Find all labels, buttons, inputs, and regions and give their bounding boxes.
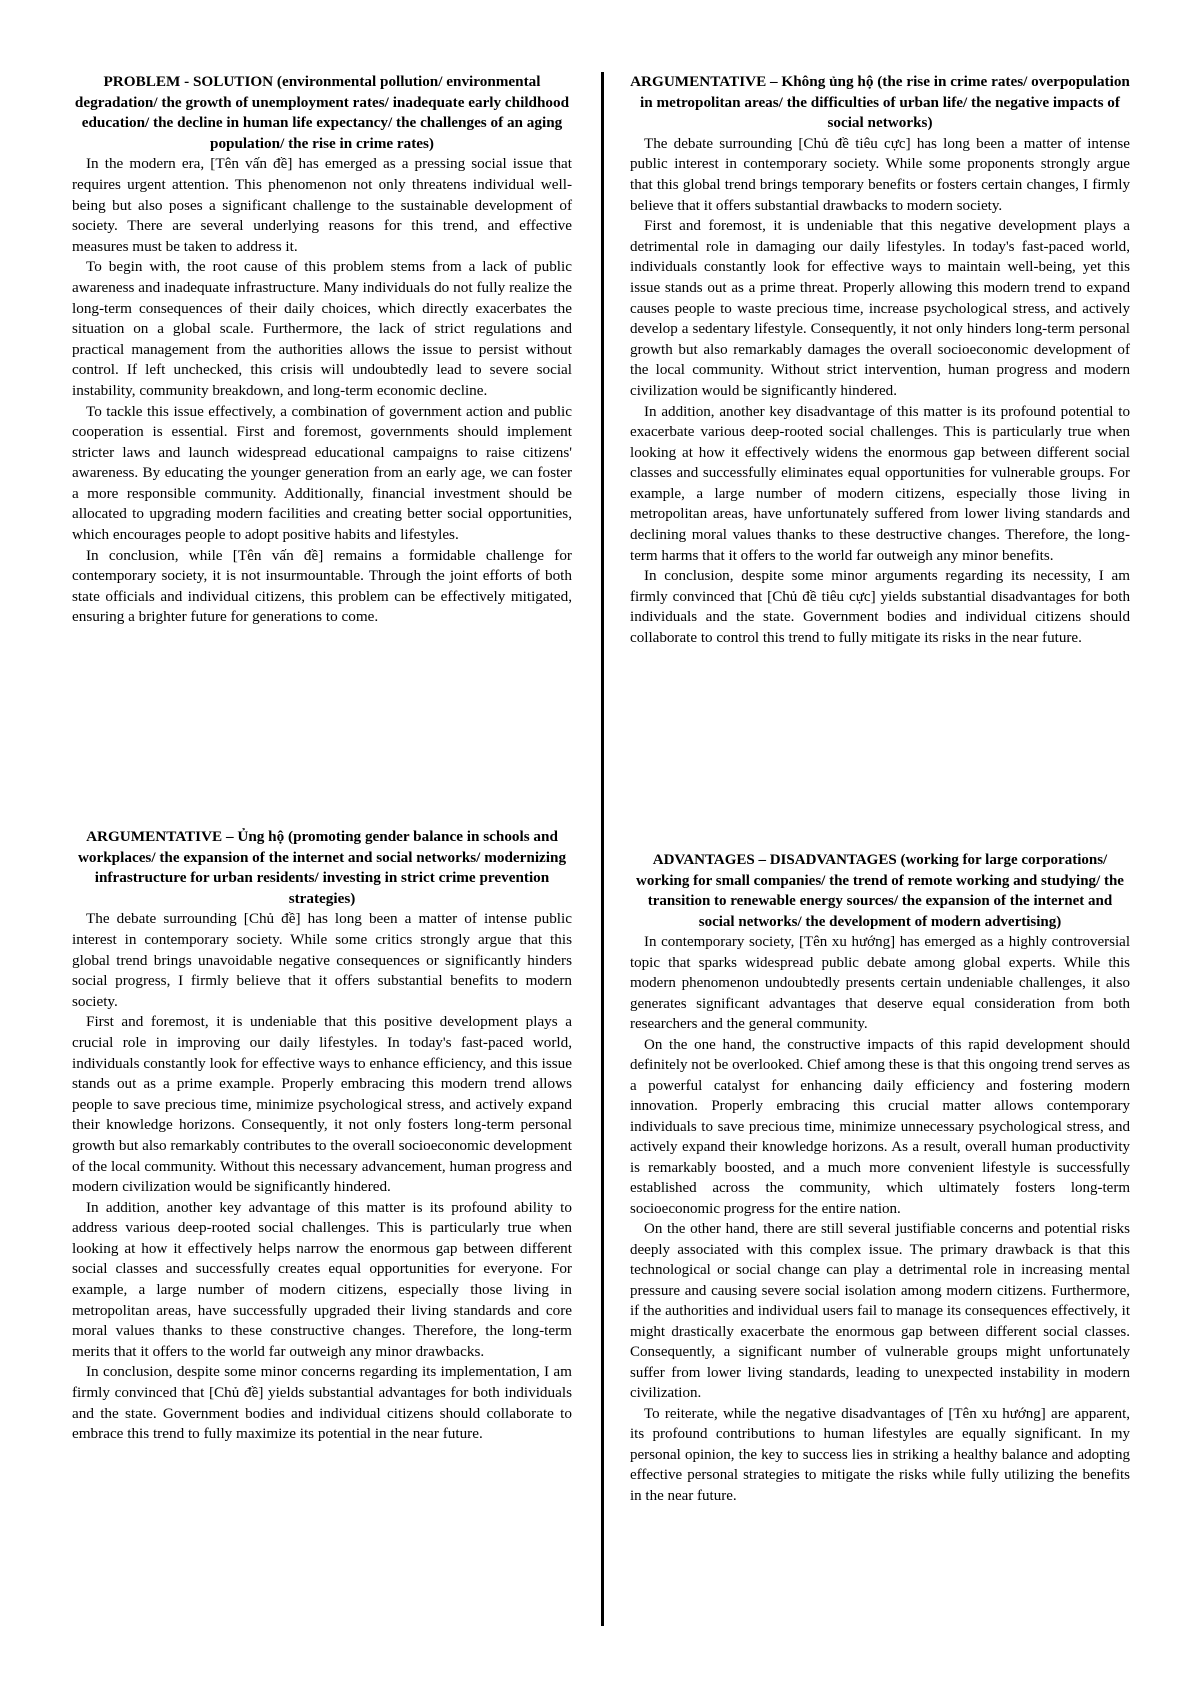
paragraph: On the other hand, there are still several justifiable concerns and potential risks deeply associated with this complex issue. The primary drawback is that this technological or social change can play a detrimental role in increasing mental pressure and causing severe social isolation among modern citizens. Furthermore, if the authorities and individual users fail to manage its consequences effectively, it might drastically exacerbate the enormous gap between different social classes. Consequently, a significant number of vulnerable groups might unfortunately suffer from lower living standards, leading to unexpected instability in modern civilization. (630, 1221, 1130, 1401)
problem-solution-section (72, 72, 572, 628)
paragraph: In conclusion, while [Tên vấn đề] remains a formidable challenge for contemporary society, it is not insurmountable. Through the joint efforts of both state officials and individual citizens, this problem can be effectively mitigated, ensuring a brighter future for generations to come. (72, 546, 572, 626)
paragraph: The debate surrounding [Chủ đề tiêu cực] has long been a matter of intense public interest in contemporary society. While some proponents strongly argue that this global trend brings temporary benefits or fosters certain changes, I firmly believe that it offers substantial drawbacks to modern society. (630, 135, 1130, 214)
argumentative-oppose-section (630, 72, 1130, 649)
paragraph: To begin with, the root cause of this problem stems from a lack of public awareness and inadequate infrastructure. Many individuals do not fully realize the long-term consequences of their daily choices, which directly exacerbates the situation on a global scale. Furthermore, the lack of strict regulations and practical management from the authorities allows the issue to persist without control. If left unchecked, this crisis will undoubtedly lead to severe social instability, community breakdown, and long-term economic decline. (72, 258, 572, 399)
column-divider (601, 72, 604, 1626)
advantages-disadvantages-section (630, 850, 1130, 1506)
paragraph: To tackle this issue effectively, a combination of government action and public cooperation is essential. First and foremost, governments should implement stricter laws and launch widespread educational campaigns to raise citizens' awareness. By educating the younger generation from an early age, we can foster a more responsible community. Additionally, financial investment should be allocated to upgrading modern facilities and creating better social opportunities, which encourages people to adopt positive habits and lifestyles. (72, 402, 572, 544)
paragraph: In conclusion, despite some minor concerns regarding its implementation, I am firmly convinced that [Chủ đề] yields substantial advantages for both individuals and the state. Government bodies and individual citizens should collaborate to embrace this trend to fully maximize its potential in the near future. (72, 1363, 572, 1443)
paragraph: In addition, another key advantage of this matter is its profound ability to address various deep-rooted social challenges. This is particularly true when looking at how it effectively helps narrow the enormous gap between different social classes and successfully creates equal opportunities for everyone. For example, a large number of modern citizens, especially those living in metropolitan areas, have successfully upgraded their living standards and core moral values thanks to these constructive changes. Therefore, the long-term merits that it offers to the world far outweigh any minor drawbacks. (72, 1198, 572, 1360)
paragraph: To reiterate, while the negative disadvantages of [Tên xu hướng] are apparent, its profound contributions to human lifestyles are equally significant. In my personal opinion, the key to success lies in striking a healthy balance and adopting effective personal strategies to mitigate the risks while fully utilizing the benefits in the near future. (630, 1405, 1130, 1504)
paragraph: In contemporary society, [Tên xu hướng] has emerged as a highly controversial topic that sparks widespread public debate among global experts. While this modern phenomenon undoubtedly presents certain undeniable challenges, it also generates significant advantages that deserve equal consideration from both researchers and the general community. (630, 934, 1130, 1032)
paragraph: First and foremost, it is undeniable that this positive development plays a crucial role in improving our daily lifestyles. In today's fast-paced world, individuals constantly look for effective ways to enhance efficiency, and this issue stands out as a prime example. Properly embracing this modern trend allows people to save precious time, minimize psychological stress, and actively expand their knowledge horizons. Consequently, it not only fosters long-term personal growth but also remarkably contributes to the overall socioeconomic development of the local community. Without this necessary advancement, human progress and modern civilization would be significantly hindered. (72, 1013, 572, 1196)
section-heading: ARGUMENTATIVE – Không ủng hộ (the rise in crime rates/ overpopulation in metropolitan areas/ the difficulties of urban life/ the negative impacts of social networks) (630, 73, 1130, 132)
section-heading: PROBLEM - SOLUTION (environmental pollution/ environmental degradation/ the growth of unemployment rates/ inadequate early childhood education/ the decline in human life expectancy/ the challenges of an aging population/ the rise in crime rates) (74, 73, 570, 152)
paragraph: In conclusion, despite some minor arguments regarding its necessity, I am firmly convinced that [Chủ đề tiêu cực] yields substantial disadvantages for both individuals and the state. Government bodies and individual citizens should collaborate to control this trend to fully mitigate its risks in the near future. (630, 568, 1130, 647)
paragraph: In the modern era, [Tên vấn đề] has emerged as a pressing social issue that requires urgent attention. This phenomenon not only threatens individual well-being but also poses a significant challenge to the sustainable development of society. There are several underlying reasons for this trend, and effective measures must be taken to address it. (72, 155, 572, 255)
paragraph: The debate surrounding [Chủ đề] has long been a matter of intense public interest in contemporary society. While some critics strongly argue that this global trend brings unavoidable negative consequences or significantly hinders social progress, I firmly believe that it offers substantial benefits to modern society. (72, 910, 572, 1010)
section-heading: ADVANTAGES – DISADVANTAGES (working for large corporations/ working for small companies/ the trend of remote working and studying/ the transition to renewable energy sources/ the expansion of the internet and social networks/ the development of modern advertising) (636, 852, 1124, 930)
argumentative-support-section (72, 827, 572, 1445)
paragraph: In addition, another key disadvantage of this matter is its profound potential to exacerbate various deep-rooted social challenges. This is particularly true when looking at how it effectively widens the enormous gap between different social classes and successfully eliminates equal opportunities for vulnerable groups. For example, a large number of modern citizens, especially those living in metropolitan areas, have unfortunately suffered from lower living standards and declining moral values thanks to these destructive changes. Therefore, the long-term harms that it offers to the world far outweigh any minor benefits. (630, 403, 1130, 564)
paragraph: On the one hand, the constructive impacts of this rapid development should definitely not be overlooked. Chief among these is that this ongoing trend serves as a powerful catalyst for enhancing daily efficiency and fostering modern innovation. Properly embracing this crucial matter allows contemporary individuals to save precious time, minimize unnecessary psychological stress, and actively expand their knowledge horizons. As a result, overall human productivity is remarkably boosted, and a much more convenient lifestyle is successfully established across the community, which ultimately fosters long-term socioeconomic progress for the entire nation. (630, 1036, 1130, 1217)
section-heading: ARGUMENTATIVE – Ủng hộ (promoting gender balance in schools and workplaces/ the expansion of the internet and social networks/ modernizing infrastructure for urban residents/ investing in strict crime prevention strategies) (77, 828, 567, 907)
paragraph: First and foremost, it is undeniable that this negative development plays a detrimental role in damaging our daily lifestyles. In today's fast-paced world, individuals constantly look for effective ways to maintain well-being, yet this issue stands out as a prime threat. Properly allowing this modern trend to expand causes people to waste precious time, increase psychological stress, and actively develop a sedentary lifestyle. Consequently, it not only hinders long-term personal growth but also remarkably damages the overall socioeconomic development of the local community. Without strict intervention, human progress and modern civilization would be significantly hindered. (630, 218, 1130, 399)
